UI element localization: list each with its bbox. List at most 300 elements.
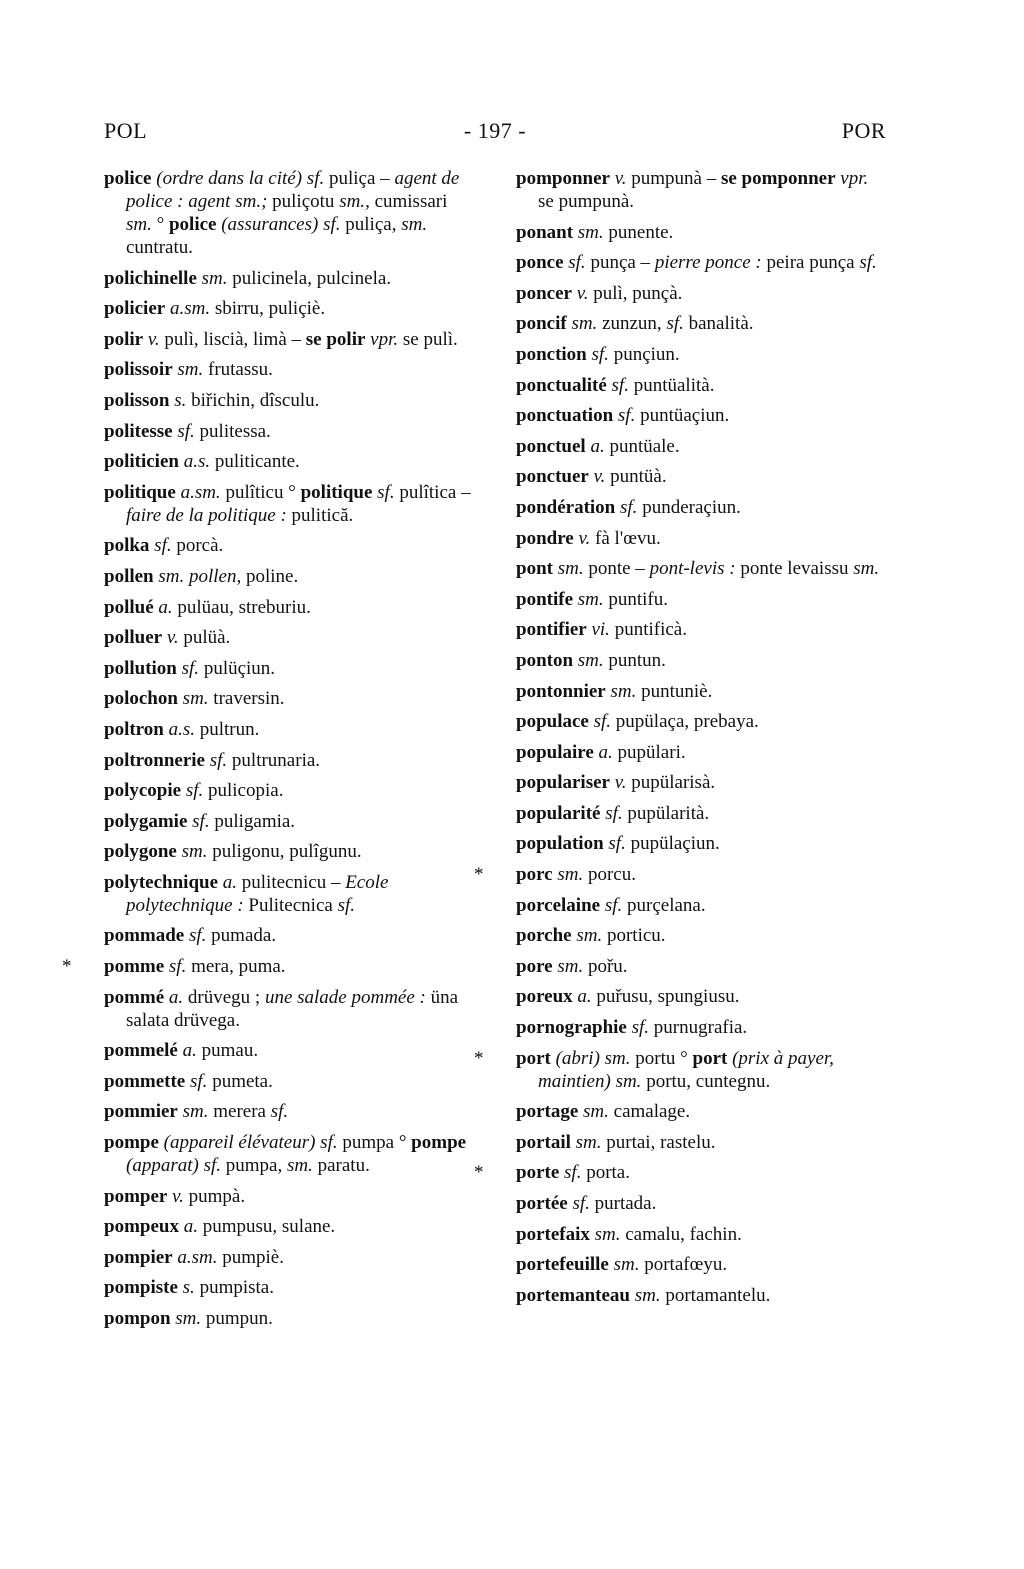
headword: poncer bbox=[516, 282, 572, 304]
headword: polytechnique bbox=[104, 871, 219, 893]
star-marker: * bbox=[474, 864, 484, 886]
dictionary-entry bbox=[104, 986, 476, 1032]
translation-text: cuntratu. bbox=[126, 237, 194, 258]
grammar-label: sf. bbox=[605, 802, 623, 824]
dictionary-entry bbox=[516, 1131, 888, 1154]
dictionary-entry bbox=[516, 527, 888, 550]
grammar-label: sm. bbox=[576, 925, 603, 947]
dictionary-entry bbox=[104, 871, 476, 917]
dictionary-entry bbox=[104, 565, 476, 588]
headword: polygone bbox=[104, 841, 177, 863]
grammar-label: sf. bbox=[177, 420, 195, 442]
translation-text: pumpista. bbox=[194, 1277, 274, 1299]
translation-text: pulîtica – bbox=[394, 481, 471, 503]
dictionary-entry bbox=[474, 1047, 888, 1093]
translation-text: pultrun. bbox=[195, 718, 260, 740]
translation-text: puntüà. bbox=[605, 466, 667, 488]
translation-text: pupülarisà. bbox=[626, 772, 716, 794]
right-column bbox=[474, 167, 888, 1314]
headword: populace bbox=[516, 711, 589, 733]
headword: pondre bbox=[516, 527, 574, 549]
headword: ponctuel bbox=[516, 435, 586, 457]
headword: pompon bbox=[104, 1308, 171, 1329]
headword: policier bbox=[104, 298, 166, 320]
headword: pondération bbox=[516, 496, 616, 518]
grammar-label: sm. bbox=[571, 313, 598, 335]
grammar-label: sf. bbox=[168, 956, 187, 978]
grammar-label: sf. bbox=[377, 481, 395, 503]
grammar-label: sf. bbox=[181, 657, 200, 679]
translation-text: portafœyu. bbox=[639, 1254, 728, 1276]
star-marker: * bbox=[474, 1047, 484, 1069]
dictionary-entry bbox=[516, 374, 888, 397]
translation-text: pulitessa. bbox=[194, 420, 271, 442]
headword: portefaix bbox=[516, 1223, 590, 1245]
translation-text: paratu. bbox=[312, 1155, 370, 1177]
translation-text: pulîticu ° bbox=[220, 481, 301, 503]
translation-text: porcu. bbox=[583, 864, 636, 886]
translation-text: üna salata drüvega. bbox=[126, 986, 459, 1031]
grammar-label: (abri) sm. bbox=[555, 1047, 631, 1069]
headword: politicien bbox=[104, 451, 179, 473]
translation-text: pulicinela, pulcinela. bbox=[227, 267, 392, 289]
dictionary-entry bbox=[516, 312, 888, 335]
grammar-label: sm. bbox=[853, 558, 880, 580]
grammar-label: sm. pollen, bbox=[158, 565, 242, 587]
headword: poltronnerie bbox=[104, 749, 205, 771]
dictionary-entry bbox=[516, 435, 888, 458]
grammar-label: sm. bbox=[610, 680, 637, 702]
headword: pore bbox=[516, 955, 553, 977]
star-marker: * bbox=[62, 956, 72, 978]
grammar-label: sm. bbox=[182, 1101, 209, 1123]
translation-text: pulitică. bbox=[286, 504, 354, 526]
dictionary-entry bbox=[516, 985, 888, 1008]
headword: pompeux bbox=[104, 1216, 179, 1238]
translation-text: portu ° bbox=[630, 1047, 693, 1069]
headword: ponctuation bbox=[516, 405, 614, 427]
grammar-label: sm. bbox=[401, 214, 428, 235]
grammar-label: sm. bbox=[182, 688, 209, 710]
grammar-label: (ordre dans la cité) sf. bbox=[156, 168, 325, 189]
translation-text: pumpà. bbox=[183, 1185, 246, 1207]
dictionary-entry bbox=[516, 588, 888, 611]
grammar-label: sf. bbox=[617, 405, 636, 427]
dictionary-entry bbox=[104, 779, 476, 802]
grammar-label: sf. bbox=[591, 343, 609, 365]
header-left-guide-word: POL bbox=[104, 118, 148, 143]
translation-text: Pulitecnica bbox=[243, 894, 338, 916]
grammar-label: sm. bbox=[339, 191, 366, 212]
headword: poncif bbox=[516, 313, 567, 335]
headword: port bbox=[516, 1047, 551, 1069]
dictionary-entry bbox=[516, 221, 888, 244]
dictionary-entry bbox=[104, 267, 476, 290]
headword: porche bbox=[516, 925, 572, 947]
grammar-label: (apparat) sf. bbox=[126, 1155, 221, 1177]
left-column bbox=[62, 167, 476, 1338]
translation-text: pupülaça, prebaya. bbox=[611, 711, 759, 733]
grammar-label: sf. bbox=[337, 894, 356, 916]
headword: populaire bbox=[516, 741, 594, 763]
dictionary-entry bbox=[516, 343, 888, 366]
translation-text: punderaçiun. bbox=[637, 496, 741, 518]
translation-text: puntüale. bbox=[604, 435, 680, 457]
dictionary-entry bbox=[104, 840, 476, 863]
headword: polycopie bbox=[104, 780, 182, 802]
translation-text: pulì, liscià, limà – bbox=[159, 328, 306, 350]
headword: polygamie bbox=[104, 810, 188, 832]
headword: ponctuer bbox=[516, 466, 589, 488]
translation-text: porta. bbox=[581, 1162, 630, 1184]
grammar-label: a.sm. bbox=[180, 481, 221, 503]
grammar-label: sf. bbox=[631, 1017, 650, 1039]
dictionary-entry bbox=[104, 328, 476, 351]
headword: portée bbox=[516, 1193, 568, 1214]
headword: pompier bbox=[104, 1246, 173, 1268]
translation-text: , cumissari bbox=[365, 191, 448, 212]
translation-text: ponte levaissu bbox=[735, 558, 854, 580]
dictionary-entry bbox=[104, 1100, 476, 1123]
grammar-label: sm. bbox=[613, 1254, 640, 1276]
translation-text: pumpa ° bbox=[337, 1132, 412, 1154]
headword: pompe bbox=[411, 1132, 467, 1154]
translation-text: puntuniè. bbox=[636, 680, 713, 702]
dictionary-entry bbox=[104, 1070, 476, 1093]
grammar-label: a. bbox=[168, 986, 184, 1008]
dictionary-entry bbox=[104, 481, 476, 527]
grammar-label: (appareil élévateur) sf. bbox=[163, 1132, 338, 1154]
translation-text: puntun. bbox=[603, 649, 666, 671]
grammar-label: sf. bbox=[188, 925, 207, 947]
grammar-label: a. bbox=[577, 986, 592, 1008]
dictionary-entry bbox=[516, 1223, 888, 1246]
grammar-label: une salade pommée : bbox=[264, 986, 426, 1008]
grammar-label: sm. bbox=[201, 267, 228, 289]
translation-text: pumpun. bbox=[201, 1308, 273, 1329]
headword: portemanteau bbox=[516, 1284, 630, 1306]
grammar-label: a. bbox=[183, 1216, 198, 1238]
headword: polluer bbox=[104, 627, 163, 649]
grammar-label: a.sm. bbox=[177, 1246, 218, 1268]
grammar-label: vpr. bbox=[840, 168, 869, 189]
grammar-label: sm. bbox=[583, 1101, 609, 1123]
grammar-label: sm. bbox=[575, 1131, 602, 1153]
dictionary-entry bbox=[516, 496, 888, 519]
translation-text: purtai, rastelu. bbox=[601, 1131, 716, 1153]
dictionary-entry bbox=[104, 749, 476, 772]
headword: polichinelle bbox=[104, 267, 197, 289]
grammar-label: sm. bbox=[177, 359, 204, 381]
dictionary-entry bbox=[516, 802, 888, 825]
translation-text: pupülaçiun. bbox=[625, 833, 720, 855]
headword: pomme bbox=[104, 956, 165, 978]
translation-text: pumpa, bbox=[221, 1155, 287, 1177]
grammar-label: v. bbox=[614, 772, 627, 794]
translation-text: puligonu, pulîgunu. bbox=[207, 841, 362, 863]
dictionary-entry bbox=[516, 741, 888, 764]
dictionary-entry bbox=[104, 358, 476, 381]
translation-text: puligamia. bbox=[209, 810, 296, 832]
translation-text: pultrunaria. bbox=[227, 749, 321, 771]
headword: pornographie bbox=[516, 1017, 627, 1039]
translation-text: puntüaçiun. bbox=[635, 405, 730, 427]
dictionary-entry bbox=[516, 680, 888, 703]
translation-text: pulüau, streburiu. bbox=[172, 596, 311, 618]
translation-text: puřusu, spungiusu. bbox=[591, 986, 740, 1008]
headword: porte bbox=[516, 1162, 560, 1184]
dictionary-entry bbox=[516, 1284, 888, 1307]
translation-text: punçiun. bbox=[608, 343, 680, 365]
grammar-label: v. bbox=[593, 466, 606, 488]
headword: polka bbox=[104, 535, 150, 557]
dictionary-entry bbox=[516, 832, 888, 855]
dictionary-entry bbox=[104, 924, 476, 947]
headword: porc bbox=[516, 864, 553, 886]
translation-text: porticu. bbox=[602, 925, 666, 947]
headword: police bbox=[104, 168, 152, 189]
dictionary-entry bbox=[62, 955, 476, 978]
translation-text: pumpunà – bbox=[626, 168, 721, 189]
dictionary-entry bbox=[104, 596, 476, 619]
headword: pollution bbox=[104, 657, 177, 679]
grammar-label: sm. bbox=[126, 214, 152, 235]
translation-text: camalage. bbox=[608, 1101, 691, 1123]
grammar-label: sf. bbox=[620, 496, 638, 518]
dictionary-entry bbox=[104, 420, 476, 443]
headword: ponction bbox=[516, 343, 587, 365]
translation-text: puntüalità. bbox=[628, 374, 715, 396]
dictionary-entry bbox=[516, 557, 888, 580]
dictionary-entry bbox=[104, 1039, 476, 1062]
dictionary-entry bbox=[104, 810, 476, 833]
grammar-label: sf. bbox=[859, 252, 877, 274]
dictionary-entry bbox=[516, 1192, 888, 1215]
grammar-label: vpr. bbox=[370, 328, 399, 350]
grammar-label: a. bbox=[222, 871, 238, 893]
dictionary-entry bbox=[104, 687, 476, 710]
grammar-label: sf. bbox=[568, 252, 586, 274]
translation-text: pumau. bbox=[196, 1040, 259, 1062]
grammar-label: sm. bbox=[557, 955, 584, 977]
grammar-label: v. bbox=[166, 627, 179, 649]
translation-text: portamantelu. bbox=[660, 1284, 771, 1306]
grammar-label: sm. bbox=[557, 558, 584, 580]
header-right-guide-word: POR bbox=[841, 118, 886, 143]
grammar-label: sm. bbox=[557, 864, 584, 886]
grammar-label: sm. bbox=[577, 221, 604, 243]
dictionary-entry bbox=[516, 955, 888, 978]
headword: polisson bbox=[104, 389, 170, 411]
translation-text: puliça – bbox=[324, 168, 395, 189]
dictionary-entry bbox=[516, 465, 888, 488]
dictionary-entry bbox=[516, 282, 888, 305]
dictionary-entry bbox=[516, 618, 888, 641]
grammar-label: sf. bbox=[209, 749, 228, 771]
translation-text: punça – bbox=[585, 252, 655, 274]
translation-text: pupülari. bbox=[612, 741, 686, 763]
headword: pompiste bbox=[104, 1277, 178, 1299]
headword: politique bbox=[104, 481, 176, 503]
dictionary-entry bbox=[516, 649, 888, 672]
dictionary-entry bbox=[104, 1215, 476, 1238]
page-header bbox=[104, 118, 886, 148]
grammar-label: a. bbox=[158, 596, 173, 618]
grammar-label: sm. bbox=[594, 1223, 621, 1245]
grammar-label: a.s. bbox=[183, 451, 211, 473]
translation-text: drüvegu ; bbox=[183, 986, 265, 1008]
translation-text: puliça, bbox=[340, 214, 402, 235]
headword: polochon bbox=[104, 688, 178, 710]
dictionary-entry bbox=[104, 626, 476, 649]
translation-text: puntifu. bbox=[603, 588, 669, 610]
translation-text: purnugrafia. bbox=[649, 1017, 748, 1039]
headword: population bbox=[516, 833, 604, 855]
translation-text: se pulì. bbox=[398, 328, 458, 350]
grammar-label: v. bbox=[147, 328, 160, 350]
grammar-label: vi. bbox=[591, 619, 610, 641]
headword: ponton bbox=[516, 649, 574, 671]
grammar-label: pont-levis : bbox=[649, 558, 736, 580]
grammar-label: sm. bbox=[634, 1284, 661, 1306]
grammar-label: a. bbox=[590, 435, 605, 457]
grammar-label: agent de police : agent sm.; bbox=[126, 168, 460, 212]
dictionary-entry bbox=[104, 657, 476, 680]
grammar-label: faire de la politique : bbox=[126, 504, 287, 526]
headword: portefeuille bbox=[516, 1254, 609, 1276]
translation-text: purtada. bbox=[589, 1193, 657, 1214]
headword: pommé bbox=[104, 986, 165, 1008]
translation-text: banalità. bbox=[683, 313, 754, 335]
translation-text: puliticante. bbox=[210, 451, 300, 473]
translation-text: pumpusu, sulane. bbox=[197, 1216, 336, 1238]
grammar-label: sm. bbox=[577, 649, 604, 671]
grammar-label: sf. bbox=[154, 535, 172, 557]
headword: pontifier bbox=[516, 619, 587, 641]
translation-text: pulicopia. bbox=[203, 780, 284, 802]
headword: portage bbox=[516, 1101, 579, 1123]
dictionary-entry bbox=[516, 1253, 888, 1276]
translation-text: ° bbox=[151, 214, 169, 235]
dictionary-entry bbox=[104, 1246, 476, 1269]
translation-text: biřichin, dîsculu. bbox=[186, 389, 320, 411]
dictionary-entry bbox=[104, 389, 476, 412]
grammar-label: sf. bbox=[192, 810, 210, 832]
translation-text: camalu, fachin. bbox=[620, 1223, 742, 1245]
translation-text: ponte – bbox=[583, 558, 650, 580]
headword: pollué bbox=[104, 596, 154, 618]
dictionary-entry bbox=[104, 718, 476, 741]
translation-text: traversin. bbox=[208, 688, 285, 710]
translation-text: frutassu. bbox=[203, 359, 273, 381]
grammar-label: sf. bbox=[608, 833, 626, 855]
grammar-label: a. bbox=[182, 1040, 197, 1062]
translation-text: porcà. bbox=[171, 535, 224, 557]
dictionary-entry bbox=[516, 1100, 888, 1123]
grammar-label: a. bbox=[598, 741, 613, 763]
grammar-label: sf. bbox=[185, 780, 204, 802]
grammar-label: a.s. bbox=[168, 718, 195, 740]
headword: popularité bbox=[516, 802, 601, 824]
headword: pollen bbox=[104, 565, 154, 587]
dictionary-entry bbox=[104, 297, 476, 320]
translation-text: pulüçiun. bbox=[199, 657, 276, 679]
translation-text: pumada. bbox=[206, 925, 277, 947]
dictionary-entry bbox=[516, 251, 888, 274]
grammar-label: a.sm. bbox=[169, 298, 211, 320]
headword: pommelé bbox=[104, 1040, 178, 1062]
dictionary-entry bbox=[516, 894, 888, 917]
headword: ponant bbox=[516, 221, 574, 243]
headword: polissoir bbox=[104, 359, 173, 381]
translation-text: mera, puma. bbox=[186, 956, 286, 978]
translation-text: pulitecnicu – bbox=[237, 871, 346, 893]
translation-text: poline. bbox=[241, 565, 299, 587]
headword: portail bbox=[516, 1131, 571, 1153]
dictionary-entry bbox=[104, 1276, 476, 1299]
dictionary-entry bbox=[104, 1131, 476, 1177]
grammar-label: pierre ponce : bbox=[654, 252, 762, 274]
translation-text: merera bbox=[208, 1101, 271, 1123]
grammar-label: sf. bbox=[270, 1101, 289, 1123]
dictionary-entry bbox=[516, 1016, 888, 1039]
dictionary-entry bbox=[474, 863, 888, 886]
grammar-label: (assurances) sf. bbox=[221, 214, 341, 235]
star-marker: * bbox=[474, 1162, 484, 1184]
grammar-label: sf. bbox=[572, 1193, 590, 1214]
translation-text: puntificà. bbox=[609, 619, 687, 641]
dictionary-entry bbox=[516, 710, 888, 733]
grammar-label: (prix à payer, maintien) sm. bbox=[538, 1047, 834, 1092]
page-number: - 197 - bbox=[463, 118, 527, 143]
headword: police bbox=[168, 214, 217, 235]
grammar-label: v. bbox=[576, 282, 589, 304]
translation-text: peira punça bbox=[761, 252, 860, 274]
headword: politique bbox=[300, 481, 373, 503]
grammar-label: s. bbox=[174, 389, 187, 411]
grammar-label: s. bbox=[182, 1277, 195, 1299]
headword: pompe bbox=[104, 1132, 159, 1154]
grammar-label: sf. bbox=[564, 1162, 582, 1184]
translation-text: pulì, punçà. bbox=[588, 282, 683, 304]
grammar-label: sf. bbox=[666, 313, 684, 335]
dictionary-entry bbox=[516, 771, 888, 794]
headword: populariser bbox=[516, 772, 610, 794]
headword: pommette bbox=[104, 1070, 186, 1092]
translation-text: fà l'œvu. bbox=[590, 527, 661, 549]
headword: polir bbox=[104, 328, 144, 350]
translation-text: portu, cuntegnu. bbox=[641, 1070, 771, 1092]
dictionary-entry bbox=[104, 167, 476, 259]
dictionary-entry bbox=[104, 1185, 476, 1208]
translation-text: zunzun, bbox=[597, 313, 667, 335]
dictionary-entry bbox=[104, 1307, 476, 1330]
dictionary-entry bbox=[516, 167, 888, 213]
translation-text: pupülarità. bbox=[622, 802, 710, 824]
headword: pomponner bbox=[516, 168, 610, 189]
dictionary-entry bbox=[516, 924, 888, 947]
dictionary-entry bbox=[474, 1161, 888, 1184]
translation-text: punente. bbox=[603, 221, 674, 243]
headword: porcelaine bbox=[516, 894, 601, 916]
headword: ponce bbox=[516, 252, 564, 274]
grammar-label: sm. bbox=[286, 1155, 313, 1177]
headword: se pomponner bbox=[720, 168, 836, 189]
headword: se polir bbox=[305, 328, 366, 350]
translation-text: pulüà. bbox=[178, 627, 231, 649]
headword: pommade bbox=[104, 925, 185, 947]
grammar-label: sf. bbox=[611, 374, 629, 396]
